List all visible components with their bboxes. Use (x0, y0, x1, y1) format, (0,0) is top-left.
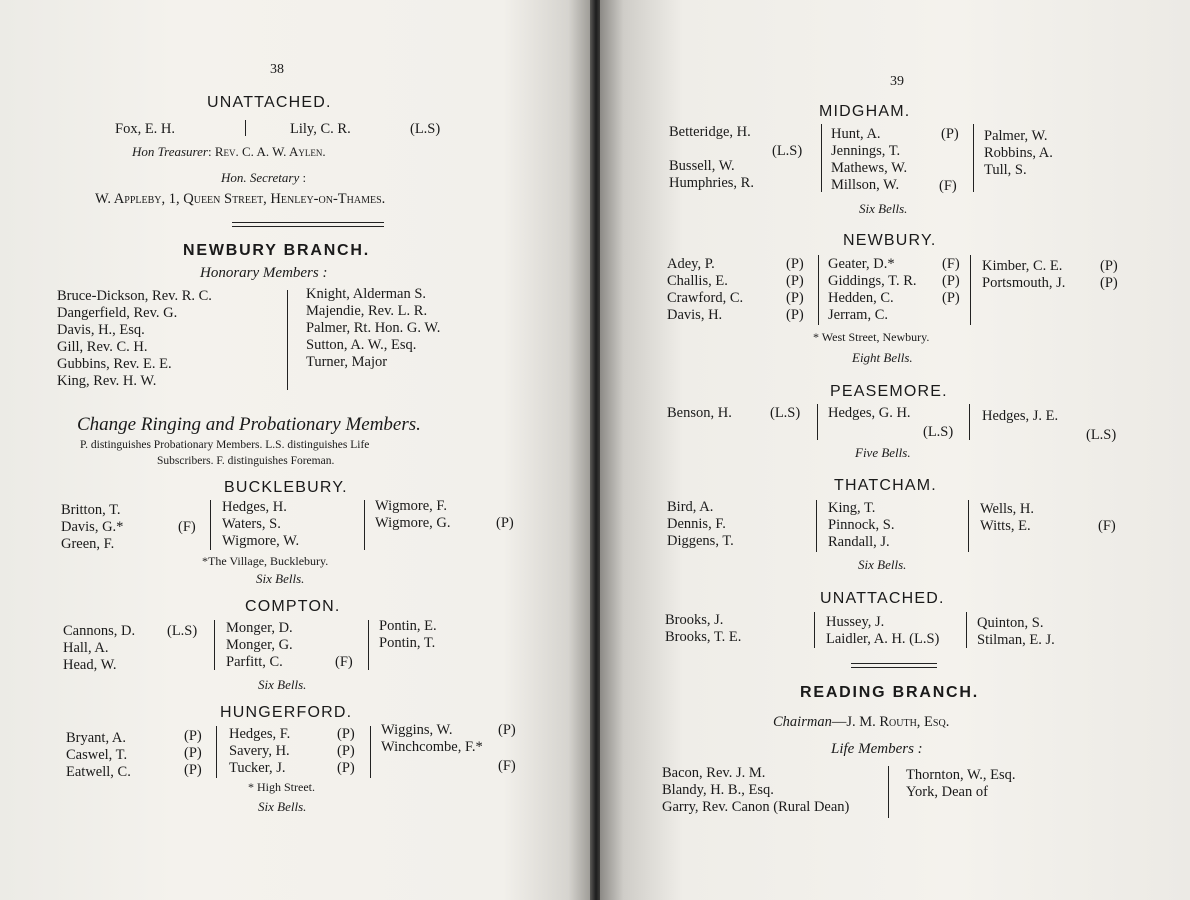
column-divider (814, 612, 815, 648)
column-divider (968, 500, 969, 552)
member-name: Parfitt, C. (226, 654, 283, 670)
member-name: Randall, J. (828, 534, 890, 550)
member-name: Turner, Major (306, 354, 388, 370)
column-divider (973, 124, 974, 192)
life-members-col-2 (906, 767, 1016, 801)
member-tag: (L.S) (923, 424, 954, 440)
member-tag: (L.S) (167, 623, 198, 639)
member-tag: (P) (786, 307, 804, 323)
thatcham-col-2 (828, 500, 894, 551)
unattached-col-3 (977, 615, 1055, 649)
hon-treasurer-label: Hon Treasurer (132, 144, 208, 159)
member-name: Savery, H. (229, 743, 290, 759)
column-divider (287, 290, 288, 390)
column-divider (216, 726, 217, 778)
member-tag: (P) (941, 126, 959, 142)
member-tag: (L.S) (1086, 427, 1117, 443)
member-name: Stilman, E. J. (977, 632, 1055, 648)
member-name: Geater, D.* (828, 256, 895, 272)
member-name: Hall, A. (63, 640, 109, 656)
member-tag: (L.S) (772, 143, 803, 159)
midgham-col-1 (669, 158, 754, 192)
member-name: Adey, P. (667, 256, 715, 272)
member-name: York, Dean of (906, 784, 988, 800)
member-name: Caswel, T. (66, 747, 128, 763)
member-name: Mathews, W. (831, 160, 908, 176)
unattached-col-2 (826, 614, 939, 648)
newbury-col-2 (828, 256, 917, 324)
bucklebury-heading: BUCKLEBURY. (224, 479, 348, 496)
member-name: Garry, Rev. Canon (Rural Dean) (662, 799, 850, 815)
column-divider (368, 620, 369, 670)
member-name: Wigmore, G. (375, 515, 451, 531)
member-name: Majendie, Rev. L. R. (306, 303, 428, 319)
member-tag: (F) (498, 758, 516, 774)
page-number: 39 (890, 74, 904, 89)
member-name: Hedden, C. (828, 290, 894, 306)
member-name: Palmer, Rt. Hon. G. W. (306, 320, 441, 336)
member-name: Knight, Alderman S. (306, 286, 427, 302)
newbury-col-1 (667, 256, 743, 324)
member-tag: (L.S) (410, 121, 441, 137)
member-name: Gill, Rev. C. H. (57, 339, 148, 355)
life-members-label: Life Members : (831, 741, 923, 757)
legend-line: P. distinguishes Probationary Members. L.S. distinguishes Life (80, 439, 370, 451)
member-name: Monger, G. (226, 637, 293, 653)
member-name: Davis, H., Esq. (57, 322, 145, 338)
member-name: Hedges, H. (222, 499, 287, 515)
bucklebury-note: *The Village, Bucklebury. (202, 554, 329, 568)
hungerford-col-1 (66, 730, 131, 781)
column-divider (818, 255, 819, 325)
hon-secretary-value: W. Appleby, 1, Queen Street, Henley-on-Thames. (95, 191, 386, 207)
divider-rule (232, 226, 384, 227)
newbury-branch-heading: NEWBURY BRANCH. (183, 242, 370, 259)
midgham-col-2 (831, 126, 907, 194)
hungerford-col-2-tags (337, 726, 355, 777)
member-name: Wigmore, W. (222, 533, 300, 549)
divider-rule (851, 663, 937, 664)
member-name: Gubbins, Rev. E. E. (57, 356, 172, 372)
member-tag: (P) (1100, 258, 1118, 274)
hon-secretary-label: Hon. Secretary (221, 170, 300, 185)
divider-rule (851, 667, 937, 668)
member-name: Millson, W. (831, 177, 900, 193)
hungerford-col-1-tags (184, 728, 202, 779)
member-tag: (P) (1100, 275, 1118, 291)
member-name: Waters, S. (222, 516, 281, 532)
thatcham-col-1 (667, 499, 734, 550)
member-name: Brooks, J. (665, 612, 724, 628)
thatcham-col-3 (980, 501, 1034, 535)
member-tag: (P) (942, 273, 960, 289)
chairman-label: Chairman (773, 714, 832, 730)
member-tag: (P) (786, 256, 804, 272)
column-divider (245, 120, 246, 136)
member-name: Blandy, H. B., Esq. (662, 782, 774, 798)
member-name: Pinnock, S. (828, 517, 895, 533)
thatcham-heading: THATCHAM. (834, 477, 937, 494)
newbury-note: * West Street, Newbury. (813, 330, 930, 344)
member-name: Eatwell, C. (66, 764, 131, 780)
member-tag: (F) (1098, 518, 1116, 534)
member-name: Hussey, J. (826, 614, 885, 630)
compton-heading: COMPTON. (245, 598, 341, 615)
member-tag: (P) (184, 728, 202, 744)
hungerford-bells: Six Bells. (258, 799, 307, 814)
member-name: Witts, E. (980, 518, 1031, 534)
hon-secretary-line (221, 170, 306, 186)
member-name: Sutton, A. W., Esq. (306, 337, 417, 353)
newbury-col-3 (982, 258, 1065, 292)
newbury-col-1-tags (786, 256, 804, 324)
divider-rule (232, 222, 384, 223)
member-name: Betteridge, H. (669, 124, 751, 140)
member-name: Bruce-Dickson, Rev. R. C. (57, 288, 212, 304)
compton-col-3 (379, 618, 437, 652)
member-name: Monger, D. (226, 620, 293, 636)
column-divider (816, 500, 817, 552)
bucklebury-bells: Six Bells. (256, 571, 305, 586)
bucklebury-col-3 (375, 498, 451, 532)
right-page (600, 0, 1190, 900)
member-name: King, Rev. H. W. (57, 373, 157, 389)
column-divider (364, 500, 365, 550)
midgham-bells: Six Bells. (859, 201, 908, 216)
newbury-heading: NEWBURY. (843, 232, 937, 249)
thatcham-bells: Six Bells. (858, 557, 907, 572)
column-divider (214, 620, 215, 670)
member-name: King, T. (828, 500, 876, 516)
member-name: Tucker, J. (229, 760, 286, 776)
member-tag: (P) (942, 290, 960, 306)
member-name: Laidler, A. H. (L.S) (826, 631, 940, 647)
column-divider (970, 255, 971, 325)
member-tag: (L.S) (770, 405, 801, 421)
member-name: Diggens, T. (667, 533, 734, 549)
bucklebury-col-2 (222, 499, 299, 550)
column-divider (969, 404, 970, 440)
bucklebury-col-1 (61, 502, 123, 553)
member-tag: (P) (337, 760, 355, 776)
member-name: Wells, H. (980, 501, 1035, 517)
member-name: Palmer, W. (984, 128, 1048, 144)
member-name: Kimber, C. E. (982, 258, 1063, 274)
member-name: Hedges, F. (229, 726, 291, 742)
hon-treasurer-value: : Rev. C. A. W. Aylen. (207, 144, 326, 159)
member-name: Pontin, T. (379, 635, 436, 651)
column-divider (888, 766, 889, 818)
column-divider (210, 500, 211, 550)
legend-line: Subscribers. F. distinguishes Foreman. (157, 455, 335, 467)
member-tag: (P) (496, 515, 514, 531)
member-name: Bird, A. (667, 499, 714, 515)
member-tag: (P) (337, 743, 355, 759)
midgham-col-3 (984, 128, 1053, 179)
member-tag: (P) (786, 273, 804, 289)
unattached-heading: UNATTACHED. (207, 94, 332, 111)
compton-col-2 (226, 620, 293, 671)
newbury-bells: Eight Bells. (852, 350, 913, 365)
member-name: Cannons, D. (63, 623, 136, 639)
member-name: Portsmouth, J. (982, 275, 1066, 291)
member-name: Green, F. (61, 536, 115, 552)
member-name: Hedges, G. H. (828, 405, 911, 421)
member-name: Davis, G.* (61, 519, 124, 535)
honorary-col-2 (306, 286, 440, 371)
honorary-col-1 (57, 288, 212, 390)
member-name: Brooks, T. E. (665, 629, 742, 645)
chairman-line (773, 714, 949, 731)
member-name: Hedges, J. E. (982, 408, 1059, 424)
member-name: Jennings, T. (831, 143, 901, 159)
honorary-members-label: Honorary Members : (200, 265, 328, 281)
member-name: Bacon, Rev. J. M. (662, 765, 766, 781)
member-name: Britton, T. (61, 502, 121, 518)
peasemore-heading: PEASEMORE. (830, 383, 948, 400)
newbury-col-2-tags (942, 256, 960, 307)
hon-treasurer-line (132, 144, 326, 160)
column-divider (966, 612, 967, 648)
member-tag: (P) (337, 726, 355, 742)
member-tag: (F) (939, 178, 957, 194)
member-name: Jerram, C. (828, 307, 888, 323)
member-tag: (P) (184, 762, 202, 778)
member-tag: (F) (335, 654, 353, 670)
newbury-col-3-tags (1100, 258, 1118, 292)
midgham-heading: MIDGHAM. (819, 103, 911, 120)
member-name: Davis, H. (667, 307, 723, 323)
member-name: Pontin, E. (379, 618, 437, 634)
unattached-col-1 (665, 612, 741, 646)
left-page (0, 0, 592, 900)
member-name: Benson, H. (667, 405, 732, 421)
hungerford-note: * High Street. (248, 780, 315, 794)
unattached-heading: UNATTACHED. (820, 590, 945, 607)
member-name: Winchcombe, F.* (381, 739, 483, 755)
hon-secretary-colon: : (302, 170, 307, 185)
member-name: Quinton, S. (977, 615, 1044, 631)
compton-bells: Six Bells. (258, 677, 307, 692)
column-divider (370, 726, 371, 778)
member-name: Bryant, A. (66, 730, 127, 746)
member-name: Crawford, C. (667, 290, 744, 306)
member-tag: (P) (786, 290, 804, 306)
member-name: Bussell, W. (669, 158, 735, 174)
peasemore-bells: Five Bells. (855, 445, 911, 460)
member-tag: (F) (942, 256, 960, 272)
change-ringing-heading: Change Ringing and Probationary Members. (77, 414, 421, 435)
life-members-col-1 (662, 765, 849, 816)
page-number: 38 (270, 62, 284, 77)
column-divider (817, 404, 818, 440)
member-name: Head, W. (63, 657, 117, 673)
hungerford-col-2 (229, 726, 290, 777)
hungerford-col-3 (381, 722, 483, 756)
member-name: Challis, E. (667, 273, 728, 289)
member-name: Lily, C. R. (290, 121, 351, 137)
hungerford-heading: HUNGERFORD. (220, 704, 353, 721)
member-tag: (P) (184, 745, 202, 761)
member-name: Fox, E. H. (115, 121, 176, 137)
member-name: Giddings, T. R. (828, 273, 917, 289)
member-name: Robbins, A. (984, 145, 1053, 161)
member-name: Thornton, W., Esq. (906, 767, 1016, 783)
chairman-value: —J. M. Routh, Esq. (831, 714, 950, 730)
member-name: Humphries, R. (669, 175, 754, 191)
member-name: Hunt, A. (831, 126, 881, 142)
midgham-col-1-top (669, 124, 751, 141)
member-name: Wigmore, F. (375, 498, 447, 514)
member-tag: (P) (498, 722, 516, 738)
member-tag: (F) (178, 519, 196, 535)
compton-col-1 (63, 623, 135, 674)
reading-branch-heading: READING BRANCH. (800, 684, 979, 701)
column-divider (821, 124, 822, 192)
member-name: Dennis, F. (667, 516, 726, 532)
member-name: Dangerfield, Rev. G. (57, 305, 178, 321)
member-name: Tull, S. (984, 162, 1027, 178)
member-name: Wiggins, W. (381, 722, 453, 738)
